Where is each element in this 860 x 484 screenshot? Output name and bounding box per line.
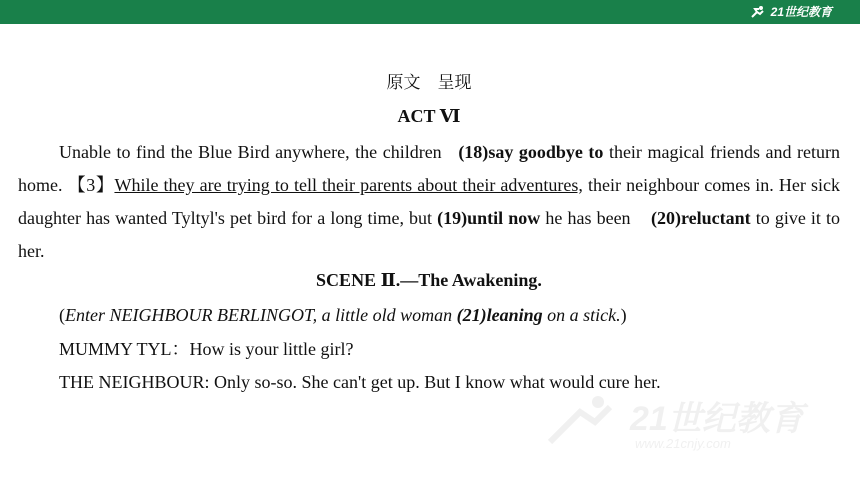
para-text-3: their neighbour comes in. Her sick daughter has wanted Tyltyl's pet bird for a long time, but	[18, 175, 841, 228]
para-text-4: he has been	[540, 208, 636, 228]
stage-direction	[59, 299, 627, 332]
underlined-sentence: While they are trying to tell their parents about their adventures,	[114, 175, 583, 195]
brand-logo	[749, 3, 832, 20]
intro-paragraph	[18, 136, 840, 268]
watermark-logo-icon	[540, 392, 840, 452]
logo-text: 21世纪教育	[770, 5, 832, 19]
stage-close-paren: )	[620, 305, 627, 325]
runner-logo-icon	[749, 5, 767, 19]
stage-text-1: Enter NEIGHBOUR BERLINGOT, a little old woman	[65, 305, 453, 325]
scene-heading: SCENE Ⅱ.—The Awakening.	[316, 270, 542, 290]
para-text-5: to give it to her.	[18, 208, 841, 261]
stage-text-2: on a stick.	[542, 305, 621, 325]
para-text-2: their magical friends and return home.	[18, 142, 841, 195]
blank-21-number: (21)	[456, 305, 487, 325]
section-title: 原文 呈现	[386, 73, 472, 93]
stage-open-paren: (	[59, 305, 65, 325]
watermark-url: www.21cnjy.com	[635, 436, 731, 451]
blank-21-answer: leaning	[486, 305, 543, 325]
dialog-line-neighbour: THE NEIGHBOUR: Only so-so. She can't get up. But I know what would cure her.	[59, 372, 661, 392]
blank-20-answer: (20)reluctant	[650, 208, 751, 228]
note-marker-3: 【3】	[67, 175, 115, 195]
dialog-line-mummy: MUMMY TYL：How is your little girl?	[59, 339, 354, 359]
blank-19-answer: (19)until now	[437, 208, 541, 228]
para-text-1: Unable to find the Blue Bird anywhere, the children	[59, 142, 442, 162]
top-header-bar	[0, 0, 860, 24]
blank-18-number: (18)	[458, 142, 489, 162]
watermark-text: 21世纪教育	[630, 400, 804, 438]
act-heading: ACT Ⅵ	[397, 106, 461, 126]
blank-18-answer: say goodbye to	[488, 142, 604, 162]
